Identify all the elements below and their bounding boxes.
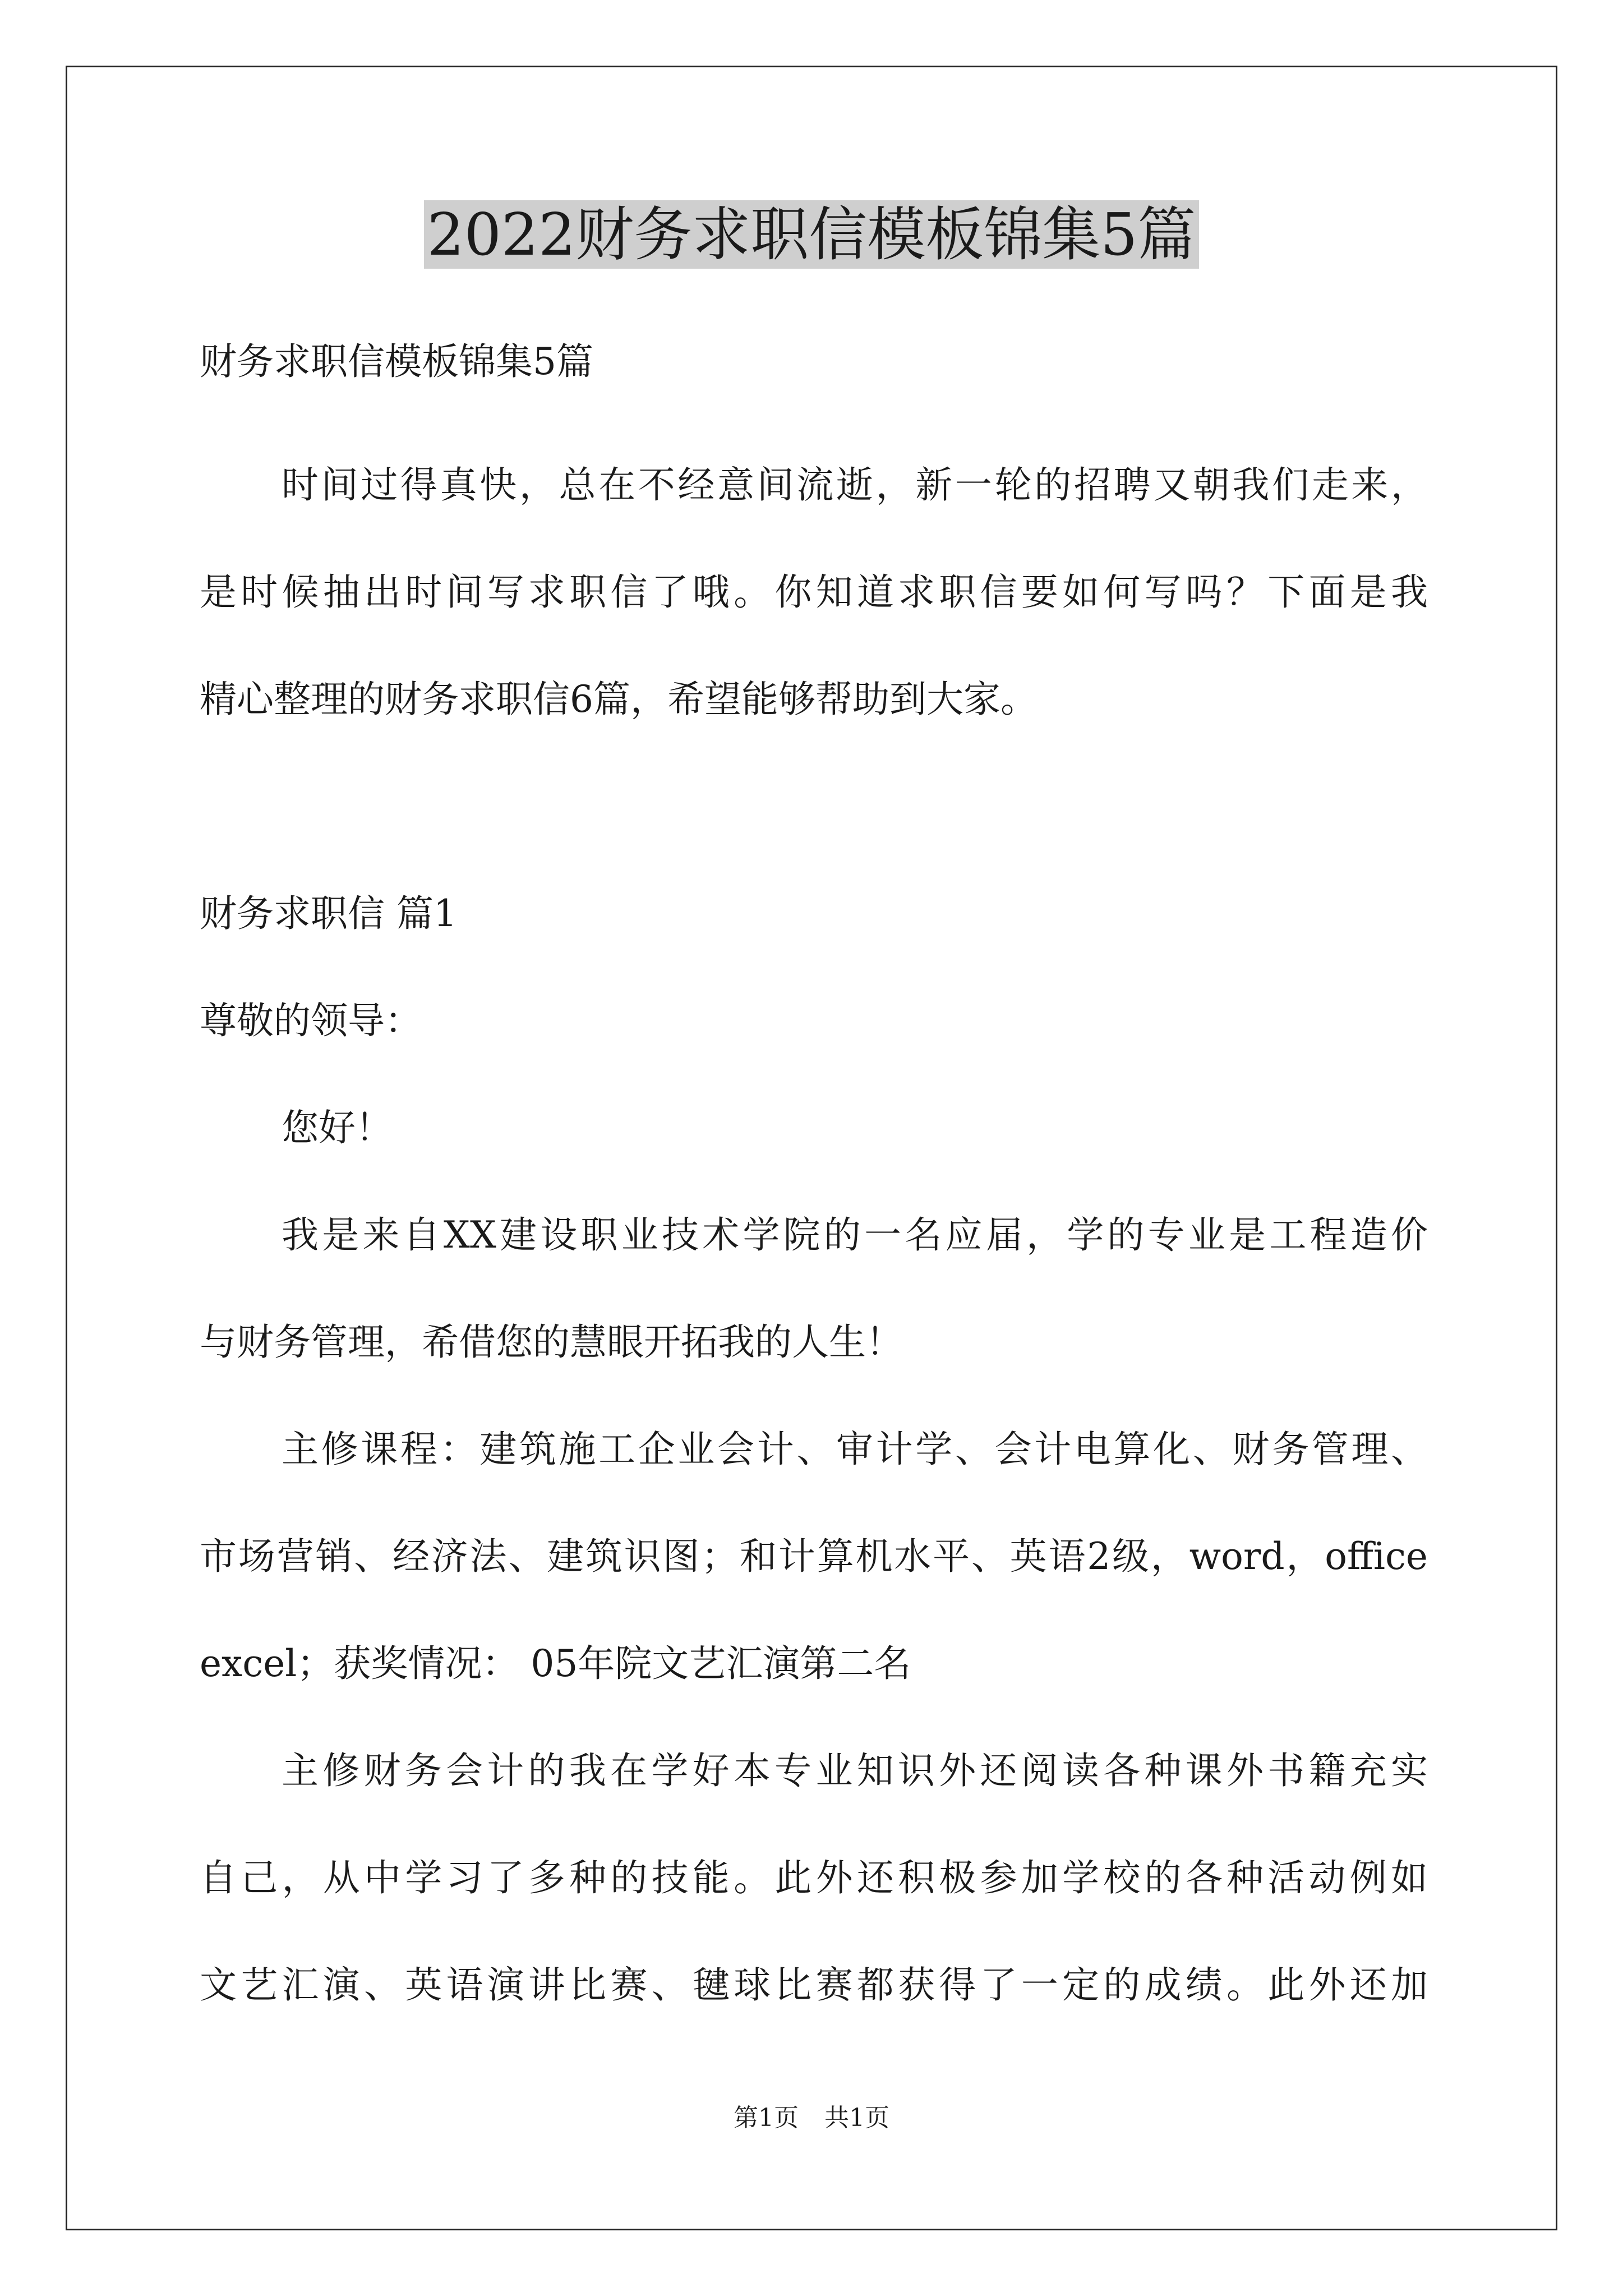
body-line-5: 文艺汇演、英语演讲比赛、毽球比赛都获得了一定的成绩。此外还加	[200, 1963, 1428, 2007]
greeting-line: 您好！	[282, 1106, 393, 1149]
body-line-4: 自己，从中学习了多种的技能。此外还积极参加学校的各种活动例如	[200, 1856, 1428, 1899]
salutation-line: 尊敬的领导：	[200, 999, 422, 1042]
title-text: 2022财务求职信模板锦集5篇	[424, 200, 1200, 269]
intro-line-1: 时间过得真快，总在不经意间流逝，新一轮的招聘又朝我们走来，	[282, 463, 1428, 507]
intro-line-3: 精心整理的财务求职信6篇，希望能够帮助到大家。	[200, 678, 1038, 721]
intro-line-2: 是时候抽出时间写求职信了哦。你知道求职信要如何写吗？下面是我	[200, 570, 1428, 614]
courses-line-2: 市场营销、经济法、建筑识图；和计算机水平、英语2级，word，office	[200, 1535, 1428, 1578]
document-title	[0, 195, 1623, 274]
page-number: 第1页	[734, 2104, 799, 2132]
page-footer	[0, 2101, 1623, 2135]
subtitle-line: 财务求职信模板锦集5篇	[200, 340, 593, 383]
page-total: 共1页	[824, 2104, 889, 2132]
body-line-3: 主修财务会计的我在学好本专业知识外还阅读各种课外书籍充实	[282, 1749, 1428, 1792]
section-heading: 财务求职信 篇1	[200, 892, 457, 935]
courses-line-3: excel；获奖情况： 05年院文艺汇演第二名	[200, 1642, 911, 1685]
body-line-2: 与财务管理，希借您的慧眼开拓我的人生！	[200, 1320, 903, 1364]
courses-line-1: 主修课程：建筑施工企业会计、审计学、会计电算化、财务管理、	[282, 1428, 1428, 1471]
body-line-1: 我是来自XX建设职业技术学院的一名应届，学的专业是工程造价	[282, 1213, 1428, 1257]
